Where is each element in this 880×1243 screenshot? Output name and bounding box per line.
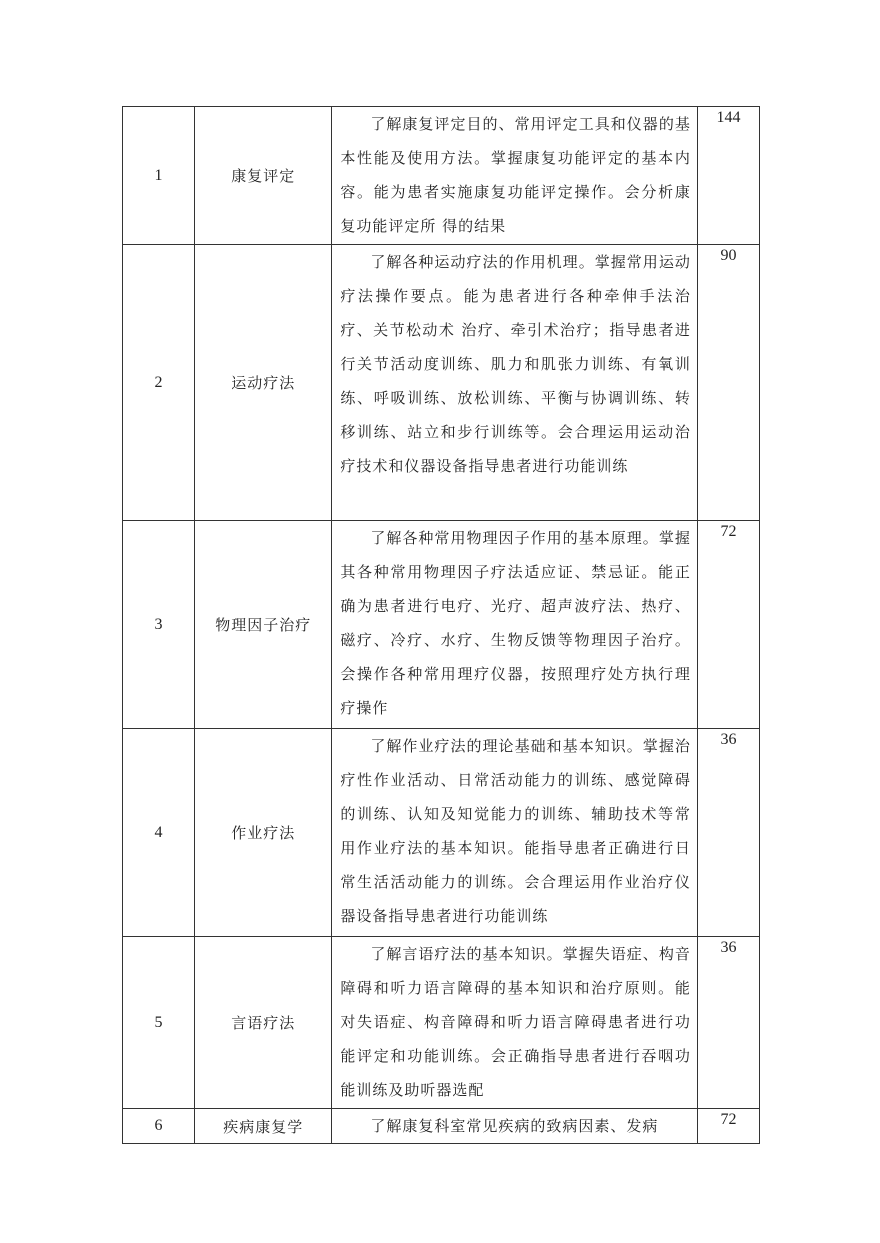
- course-name: 物理因子治疗: [195, 521, 332, 729]
- course-hours: 90: [697, 245, 759, 521]
- course-description: 了解各种常用物理因子作用的基本原理。掌握其各种常用物理因子疗法适应证、禁忌证。能正确为患者进行电疗、光疗、超声波疗法、热疗、磁疗、冷疗、水疗、生物反馈等物理因子治疗。会操作各种常用理疗仪器，按照理疗处方执行理疗操作: [332, 521, 698, 729]
- course-description: 了解各种运动疗法的作用机理。掌握常用运动疗法操作要点。能为患者进行各种牵伸手法治疗、关节松动术 治疗、牵引术治疗；指导患者进行关节活动度训练、肌力和肌张力训练、有氧训练、呼吸训练、放松训练、平衡与协调训练、转移训练、站立和步行训练等。会合理运用运动治疗技术和仪器设备指导患者进行功能训练: [332, 245, 698, 521]
- table-row: [123, 521, 760, 729]
- course-hours: 72: [697, 521, 759, 729]
- course-number: 4: [123, 729, 195, 937]
- course-number: 1: [123, 107, 195, 245]
- course-description: 了解康复评定目的、常用评定工具和仪器的基本性能及使用方法。掌握康复功能评定的基本内容。能为患者实施康复功能评定操作。会分析康复功能评定所 得的结果: [332, 107, 698, 245]
- table-row: [123, 245, 760, 521]
- course-name: 疾病康复学: [195, 1109, 332, 1144]
- table-row: [123, 937, 760, 1109]
- course-number: 5: [123, 937, 195, 1109]
- course-name: 言语疗法: [195, 937, 332, 1109]
- course-description: 了解言语疗法的基本知识。掌握失语症、构音障碍和听力语言障碍的基本知识和治疗原则。能对失语症、构音障碍和听力语言障碍患者进行功能评定和功能训练。会正确指导患者进行吞咽功能训练及助听器选配: [332, 937, 698, 1109]
- course-hours: 72: [697, 1109, 759, 1144]
- table-row: [123, 1109, 760, 1144]
- course-number: 3: [123, 521, 195, 729]
- table-row: [123, 729, 760, 937]
- course-number: 2: [123, 245, 195, 521]
- course-number: 6: [123, 1109, 195, 1144]
- course-name: 作业疗法: [195, 729, 332, 937]
- course-hours: 36: [697, 937, 759, 1109]
- course-name: 康复评定: [195, 107, 332, 245]
- course-hours: 36: [697, 729, 759, 937]
- course-name: 运动疗法: [195, 245, 332, 521]
- course-hours: 144: [697, 107, 759, 245]
- course-description: 了解作业疗法的理论基础和基本知识。掌握治疗性作业活动、日常活动能力的训练、感觉障碍的训练、认知及知觉能力的训练、辅助技术等常用作业疗法的基本知识。能指导患者正确进行日常生活活动能力的训练。会合理运用作业治疗仪器设备指导患者进行功能训练: [332, 729, 698, 937]
- course-description: 了解康复科室常见疾病的致病因素、发病: [332, 1109, 698, 1144]
- course-table: [122, 106, 760, 1144]
- table-row: [123, 107, 760, 245]
